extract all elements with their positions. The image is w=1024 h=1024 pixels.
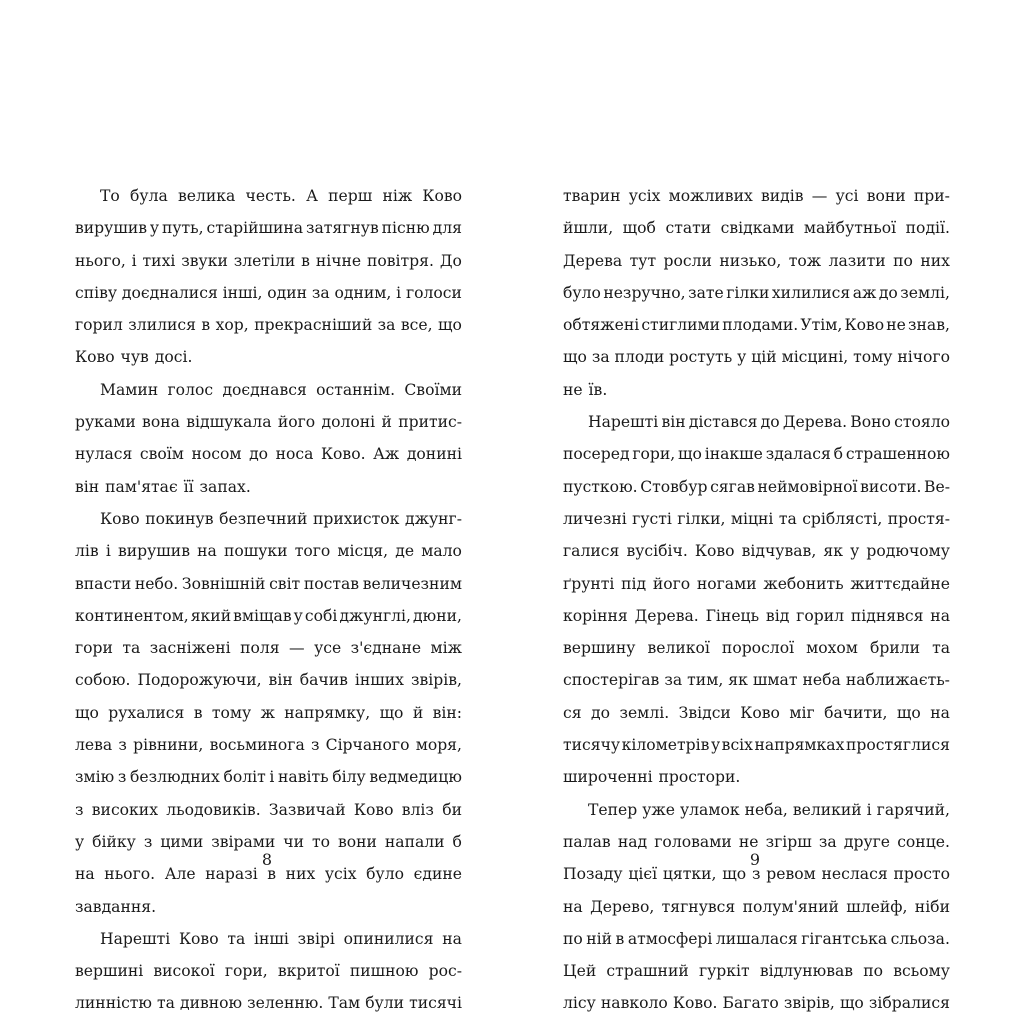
text-line: Нарешті Ково та інші звірі опинилися на <box>100 929 462 948</box>
text-line: палав над головами не згірш за друге сонце. <box>563 832 950 851</box>
text-line: що рухалися в тому ж напрямку, що й він: <box>75 703 462 722</box>
text-line: Тепер уже уламок неба, великий і гарячий, <box>588 800 950 819</box>
text-line: горил злилися в хор, прекрасніший за все, що <box>75 316 462 335</box>
text-line: ся до землі. Звідси Ково міг бачити, що на <box>563 703 950 722</box>
text-line: йшли, щоб стати свідками майбутньої події. <box>563 219 950 238</box>
text-line: Дерева тут росли низько, тож лазити по них <box>563 251 950 270</box>
text-line: що за плоди ростуть у цій місцині, тому нічого <box>563 348 950 367</box>
text-line: вершині високої гори, вкритої пишною рос- <box>75 962 462 981</box>
text-line: вершину великої порослої мохом брили та <box>563 639 950 658</box>
text-line: нього, і тихі звуки злетіли в нічне повітря. До <box>75 251 462 270</box>
text-line: континентом, який вміщав у собі джунглі, дюни, <box>75 606 462 625</box>
text-line: лісу навколо Ково. Багато звірів, що зібралися <box>563 994 950 1013</box>
text-line: не їв. <box>563 380 608 399</box>
text-line: линністю та дивною зеленню. Там були тисячі <box>75 994 462 1013</box>
text-line: Ково покинув безпечний прихисток джунг- <box>100 509 462 528</box>
text-line: лева з рівнини, восьминога з Сірчаного моря, <box>75 736 462 755</box>
text-line: коріння Дерева. Гінець від горил піднявся на <box>563 606 950 625</box>
text-line: тварин усіх можливих видів — усі вони при- <box>563 187 950 205</box>
text-line: він пам'ятає її запах. <box>75 477 251 496</box>
text-line: Нарешті він дістався до Дерева. Воно стояло <box>588 413 950 432</box>
left-page-number: 8 <box>261 850 273 869</box>
right-page-number: 9 <box>749 850 761 869</box>
text-line: було незручно, зате гілки хилилися аж до землі, <box>563 283 950 302</box>
text-line: Цей страшний гуркіт відлунював по всьому <box>563 962 950 981</box>
text-line: завдання. <box>75 897 157 916</box>
text-line: личезні густі гілки, міцні та сріблясті, простя- <box>563 509 950 528</box>
text-line: Позаду цієї цятки, що з ревом неслася просто <box>563 865 950 884</box>
text-line: гори та засніжені поля — усе з'єднане між <box>75 639 462 658</box>
text-line: посеред гори, що інакше здалася б страшенною <box>563 445 950 464</box>
text-line: ґрунті під його ногами жебонить життєдайне <box>563 574 950 593</box>
text-line: широченні простори. <box>563 768 741 787</box>
text-line: вирушив у путь, старійшина затягнув пісню для <box>75 219 462 238</box>
text-line: впасти небо. Зовнішній світ постав величезним <box>75 574 462 593</box>
text-line: Ково чув досі. <box>75 348 193 367</box>
text-line: пусткою. Стовбур сягав неймовірної висоти. Ве- <box>563 477 950 496</box>
text-line: з високих льодовиків. Зазвичай Ково вліз би <box>75 800 462 819</box>
text-line: на Дерево, тягнувся полум'яний шлейф, ніби <box>563 897 950 916</box>
text-line: Мамин голос доєднався останнім. Своїми <box>100 380 462 399</box>
right-page <box>563 180 950 1020</box>
text-line: спостерігав за тим, як шмат неба наближаєть- <box>563 671 950 690</box>
left-page <box>75 180 462 1020</box>
text-line: змію з безлюдних боліт і навіть білу ведмедицю <box>75 768 462 787</box>
text-line: тисячу кілометрів у всіх напрямках простяглися <box>563 736 950 755</box>
text-line: То була велика честь. А перш ніж Ково <box>100 187 462 205</box>
text-line: обтяжені стиглими плодами. Утім, Ково не знав, <box>563 316 950 335</box>
text-line: собою. Подорожуючи, він бачив інших звірів, <box>75 671 462 690</box>
text-line: по ній в атмосфері лишалася гігантська сльоза. <box>563 929 950 948</box>
text-line: співу доєдналися інші, один за одним, і голоси <box>75 283 462 302</box>
text-line: на нього. Але наразі в них усіх було єдине <box>75 865 462 884</box>
text-line: галися вусібіч. Ково відчував, як у родючому <box>563 542 950 561</box>
text-line: у бійку з цими звірами чи то вони напали б <box>75 832 462 851</box>
text-line: лів і вирушив на пошуки того місця, де мало <box>75 542 462 561</box>
text-line: нулася своїм носом до носа Ково. Аж донині <box>75 445 462 464</box>
text-line: руками вона відшукала його долоні й притис- <box>75 413 462 432</box>
